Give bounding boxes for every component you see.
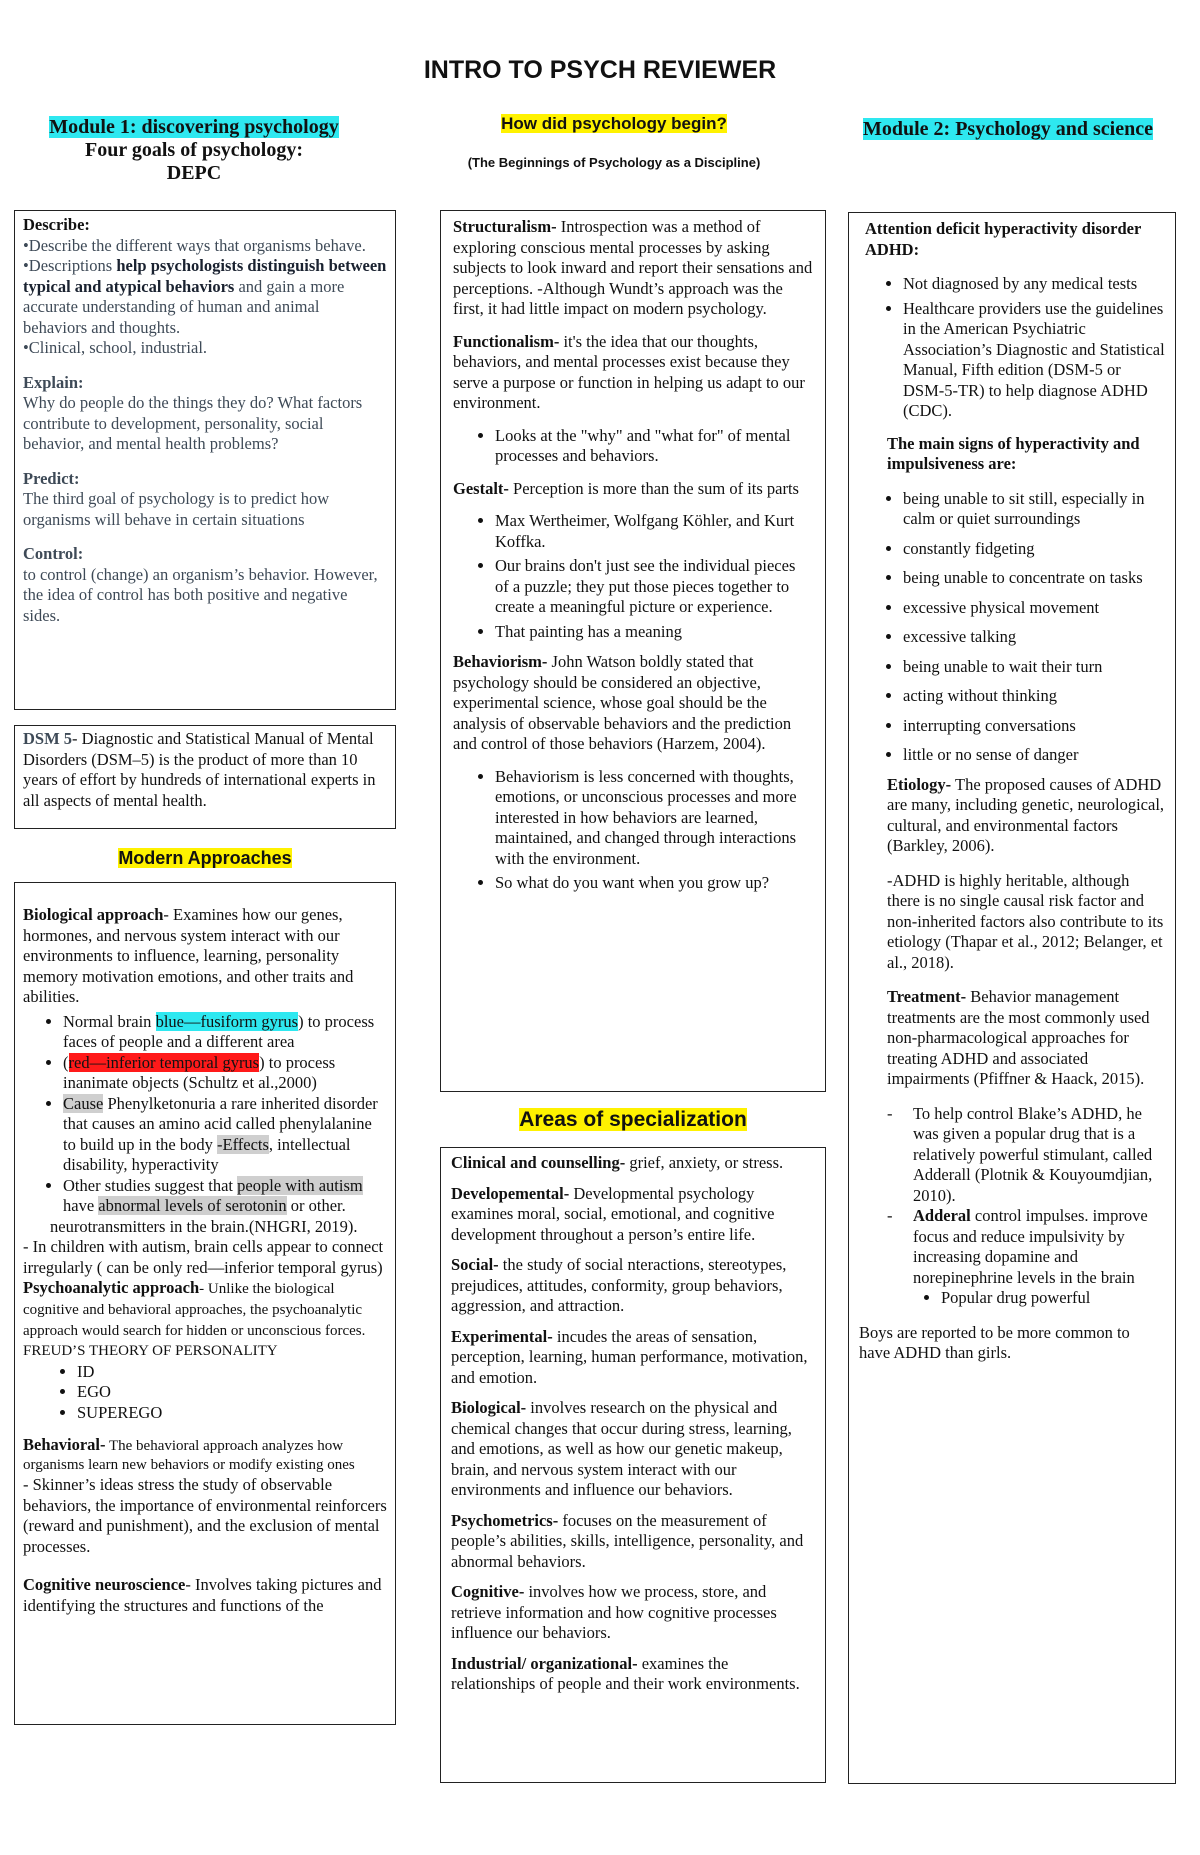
gestalt-text: Gestalt- Perception is more than the sum of its parts [453, 478, 799, 498]
list-item: • SUPEREGO [77, 1403, 387, 1424]
biological-approach-text: Biological approach- Examines how our genes, hormones, and nervous system interact with our environments to influence, learning, personality memory motivation emotions, and other traits and abilities. [23, 905, 354, 1006]
describe-text-1: •Describe the different ways that organisms behave. [23, 235, 366, 255]
area-item: Industrial/ organizational- examines the relationships of people and their work environments. [451, 1653, 800, 1693]
freud-heading: FREUD’S THEORY OF PERSONALITY [23, 1343, 278, 1359]
list-item: • Normal brain blue—fusiform gyrus) to process faces of people and a different area [63, 1012, 387, 1053]
page-title: INTRO TO PSYCH REVIEWER [423, 56, 777, 84]
how-psychology-began-heading: How did psychology begin? [501, 114, 727, 133]
boys-text: Boys are reported to be more common to have ADHD than girls. [859, 1322, 1130, 1362]
area-item: Experimental- incudes the areas of sensation, perception, learning, human performance, motivation, and emotion. [451, 1326, 808, 1387]
history-box [440, 210, 826, 1092]
adhd-heading: Attention deficit hyperactivity disorder ADHD: [865, 219, 1142, 259]
cognitive-neuroscience-text: Cognitive neuroscience- Involves taking pictures and identifying the structures and functions of the [23, 1575, 382, 1615]
list-item: - To help control Blake’s ADHD, he was given a popular drug that is a relatively powerful stimulant, called Adderall (Plotnik & Kouyoumdjian, 2010). [913, 1104, 1165, 1207]
list-item: • That painting has a meaning [495, 622, 813, 643]
list-item: • Not diagnosed by any medical tests [903, 274, 1165, 295]
describe-text-2: •Descriptions help psychologists distinguish between typical and atypical behaviors and gain a more accurate understanding of human and animal behaviors and thoughts. [23, 256, 387, 337]
dsm5-box [14, 725, 396, 829]
explain-text: Why do people do the things they do? What factors contribute to development, personality, social behavior, and mental health problems? [23, 393, 363, 453]
treatment-text: Treatment- Behavior management treatments are the most commonly used non-pharmacological approaches for treating ADHD and associated impairments (Pfiffner & Haack, 2015). [887, 987, 1150, 1088]
list-item: • being unable to concentrate on tasks [903, 568, 1165, 589]
list-item: • ID [77, 1362, 387, 1383]
list-item: • interrupting conversations [903, 716, 1165, 737]
list-item: • excessive physical movement [903, 598, 1165, 619]
structuralism-text: Structuralism- Introspection was a method of exploring conscious mental processes by asking subjects to look inward and report their sensations and perceptions. -Although Wundt’s approach was the first, it had little impact on modern psychology. [453, 217, 813, 318]
four-goals-heading: Four goals of psychology: [85, 139, 303, 161]
depc-heading: DEPC [166, 162, 222, 184]
list-item: • being unable to sit still, especially in calm or quiet surroundings [903, 489, 1165, 530]
functionalism-text: Functionalism- it's the idea that our thoughts, behaviors, and mental processes exist because they serve a purpose or function in helping us adapt to our environment. [453, 331, 805, 412]
dsm5-text: DSM 5- Diagnostic and Statistical Manual of Mental Disorders (DSM–5) is the product of more than 10 years of effort by hundreds of international experts in all aspects of mental health. [23, 729, 376, 810]
module1-header [14, 116, 374, 185]
list-item: • Other studies suggest that people with autism have abnormal levels of serotonin or other. [63, 1176, 387, 1217]
list-item: • Cause Phenylketonuria a rare inherited disorder that causes an amino acid called phenylalanine to build up in the body -Effects, intellectual disability, hyperactivity [63, 1094, 387, 1176]
behavioral-text: Behavioral- The behavioral approach analyzes how organisms learn new behaviors or modify existing ones [23, 1435, 355, 1473]
describe-text-3: •Clinical, school, industrial. [23, 338, 208, 357]
beginnings-subtitle: (The Beginnings of Psychology as a Discipline) [467, 155, 761, 170]
modern-approaches-heading: Modern Approaches [118, 848, 292, 868]
predict-text: The third goal of psychology is to predict how organisms will behave in certain situations [23, 489, 330, 529]
describe-heading: Describe: [23, 215, 90, 234]
area-item: Biological- involves research on the physical and chemical changes that occur during stress, learning, and emotions, as well as how our genetic makeup, brain, and nervous system interact with our environments and influence our behaviors. [451, 1398, 792, 1499]
list-item: • Behaviorism is less concerned with thoughts, emotions, or unconscious processes and more interested in how behaviors are learned, maintained, and changed through interactions with the environment. [495, 767, 813, 870]
control-heading: Control: [23, 544, 84, 563]
list-item: • Looks at the "why" and "what for" of mental processes and behaviors. [495, 426, 813, 467]
behaviorism-text: Behaviorism- John Watson boldly stated that psychology should be considered an objective, experimental science, whose goal should be the analysis of observable behaviors and the prediction and control of those behaviors (Harzem, 2004). [453, 652, 792, 753]
signs-heading: The main signs of hyperactivity and impulsiveness are: [887, 433, 1140, 473]
etiology-text: Etiology- The proposed causes of ADHD are many, including genetic, neurological, cultural, and environmental factors (Barkley, 2006). [887, 774, 1165, 855]
area-item: Clinical and counselling- grief, anxiety, or stress. [451, 1153, 784, 1172]
goals-box [14, 210, 396, 710]
list-item: - Adderal control impulses. improve focus and reduce impulsivity by increasing dopamine and norepinephrine levels in the brain [913, 1206, 1165, 1288]
skinner-text: - Skinner’s ideas stress the study of observable behaviors, the importance of environmental reinforcers (reward and punishment), and the exclusion of mental processes. [23, 1475, 387, 1556]
list-item: • EGO [77, 1382, 387, 1403]
explain-heading: Explain: [23, 372, 84, 392]
module1-title: Module 1: discovering psychology [49, 116, 339, 138]
areas-heading: Areas of specialization [519, 1108, 747, 1131]
area-item: Psychometrics- focuses on the measurement of people’s abilities, skills, intelligence, personality, and abnormal behaviors. [451, 1510, 804, 1571]
autism-connect-text: - In children with autism, brain cells appear to connect irregularly ( can be only red—inferior temporal gyrus) [23, 1237, 384, 1277]
list-item: • acting without thinking [903, 686, 1165, 707]
list-item: • being unable to wait their turn [903, 657, 1165, 678]
list-item: • So what do you want when you grow up? [495, 873, 813, 894]
areas-box [440, 1147, 826, 1783]
area-item: Social- the study of social nteractions, stereotypes, prejudices, attitudes, conformity, group behaviors, aggression, and attraction. [451, 1255, 787, 1315]
adhd-box [848, 212, 1176, 1784]
neurotransmitters-text: neurotransmitters in the brain.(NHGRI, 2019). [50, 1216, 358, 1236]
modern-approaches-box [14, 882, 396, 1725]
module2-title: Module 2: Psychology and science [863, 118, 1153, 140]
list-item: • Popular drug powerful [941, 1288, 1165, 1309]
psychoanalytic-text: Psychoanalytic approach- Unlike the biological cognitive and behavioral approaches, the psychoanalytic approach would search for hidden or unconscious forces. [23, 1278, 366, 1339]
predict-heading: Predict: [23, 468, 80, 488]
area-item: Developemental- Developmental psychology examines moral, social, emotional, and cognitive development throughout a person’s entire life. [451, 1183, 775, 1244]
list-item: • Our brains don't just see the individual pieces of a puzzle; they put those pieces together to create a meaningful picture or experience. [495, 556, 813, 618]
list-item: • (red—inferior temporal gyrus) to process inanimate objects (Schultz et al.,2000) [63, 1053, 387, 1094]
list-item: • Max Wertheimer, Wolfgang Köhler, and Kurt Koffka. [495, 511, 813, 552]
module2-header [840, 118, 1176, 141]
list-item: • little or no sense of danger [903, 745, 1165, 766]
list-item: • constantly fidgeting [903, 539, 1165, 560]
list-item: • excessive talking [903, 627, 1165, 648]
list-item: • Healthcare providers use the guidelines in the American Psychiatric Association’s Diagnostic and Statistical Manual, Fifth edition (DSM-5 or DSM-5-TR) to help diagnose ADHD (CDC). [903, 299, 1165, 422]
control-text: to control (change) an organism’s behavior. However, the idea of control has both positive and negative sides. [23, 564, 378, 625]
heritable-text: -ADHD is highly heritable, although there is no single causal risk factor and non-inherited factors also contribute to its etiology (Thapar et al., 2012; Belanger, et al., 2018). [887, 870, 1164, 972]
area-item: Cognitive- involves how we process, store, and retrieve information and how cognitive processes influence our behaviors. [451, 1582, 777, 1642]
